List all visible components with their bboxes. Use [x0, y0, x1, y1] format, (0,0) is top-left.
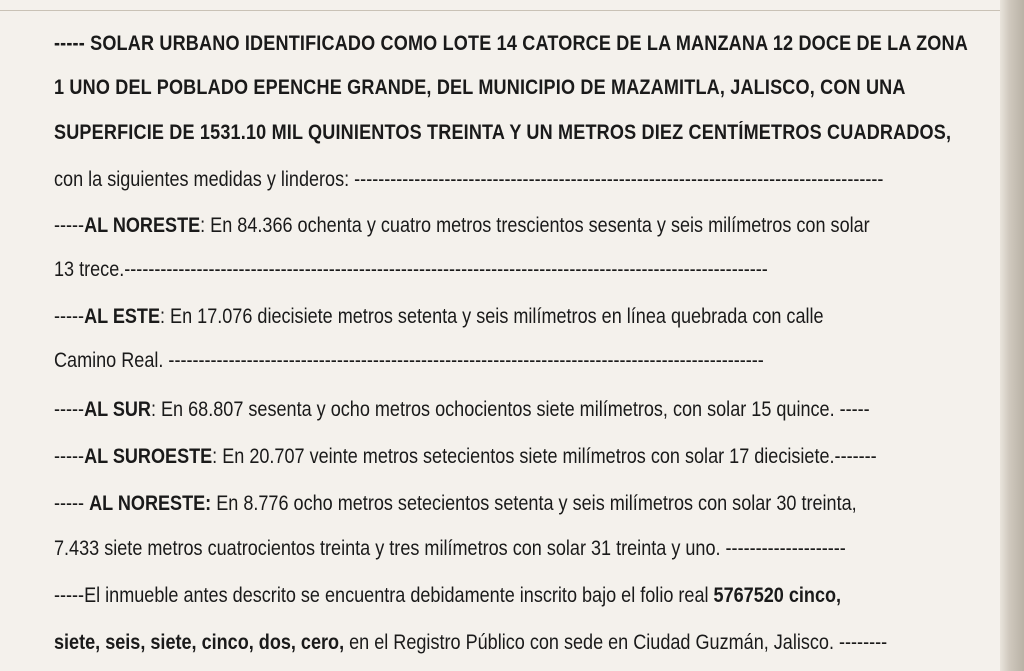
folio-number: 5767520 cinco,	[713, 584, 842, 607]
boundary-label: AL SUROESTE	[84, 445, 213, 468]
text-line-6: 13 trece.-----------------------------------------------------------------------------------------------------------	[54, 258, 768, 281]
registry-text: -----El inmueble antes descrito se encuentra debidamente inscrito bajo el folio real	[54, 584, 714, 607]
text-line-8: Camino Real. ---------------------------------------------------------------------------------------------------	[54, 349, 764, 372]
dash-prefix: -----	[54, 445, 85, 468]
text-line-13	[54, 582, 854, 610]
text-line-4: con la siguientes medidas y linderos: ----------------------------------------------------------------------------------------	[54, 168, 884, 191]
registry-location-text: en el Registro Público con sede en Ciudad Guzmán, Jalisco. --------	[344, 631, 888, 654]
dash-prefix: -----	[54, 492, 90, 515]
boundary-label: AL SUR	[84, 398, 151, 421]
dash-prefix: -----	[54, 305, 85, 328]
text-line-7	[54, 303, 854, 331]
boundary-text: En 8.776 ocho metros setecientos setenta y seis milímetros con solar 30 treinta,	[211, 492, 857, 515]
boundary-text: : En 68.807 sesenta y ocho metros ochocientos siete milímetros, con solar 15 quince. -----	[150, 398, 870, 421]
text-line-2: 1 UNO DEL POBLADO EPENCHE GRANDE, DEL MUNICIPIO DE MAZAMITLA, JALISCO, CON UNA	[54, 76, 906, 99]
text-line-5	[54, 212, 870, 240]
boundary-label: AL NORESTE:	[89, 492, 212, 515]
text-line-11	[54, 490, 857, 518]
text-line-10	[54, 443, 877, 471]
folio-words: siete, seis, siete, cinco, dos, cero,	[54, 631, 345, 654]
boundary-text: : En 20.707 veinte metros setecientos siete milímetros con solar 17 diecisiete.-------	[212, 445, 877, 468]
boundary-label: AL NORESTE	[84, 214, 201, 237]
text-line-12: 7.433 siete metros cuatrocientos treinta y tres milímetros con solar 31 treinta y uno. --------------------	[54, 537, 846, 560]
dash-prefix: -----	[54, 214, 85, 237]
text-line-9	[54, 396, 870, 424]
text-line-14	[54, 629, 888, 657]
boundary-text: : En 84.366 ochenta y cuatro metros trescientos sesenta y seis milímetros con solar	[200, 214, 870, 237]
boundary-label: AL ESTE	[84, 305, 161, 328]
page-top-edge	[0, 0, 1000, 11]
dash-prefix: -----	[54, 398, 85, 421]
boundary-text: : En 17.076 diecisiete metros setenta y seis milímetros en línea quebrada con calle	[160, 305, 824, 328]
page-edge-shadow	[1000, 0, 1024, 671]
text-line-1: ----- SOLAR URBANO IDENTIFICADO COMO LOTE 14 CATORCE DE LA MANZANA 12 DOCE DE LA ZONA	[54, 32, 968, 55]
text-line-3: SUPERFICIE DE 1531.10 MIL QUINIENTOS TREINTA Y UN METROS DIEZ CENTÍMETROS CUADRADOS,	[54, 121, 952, 144]
